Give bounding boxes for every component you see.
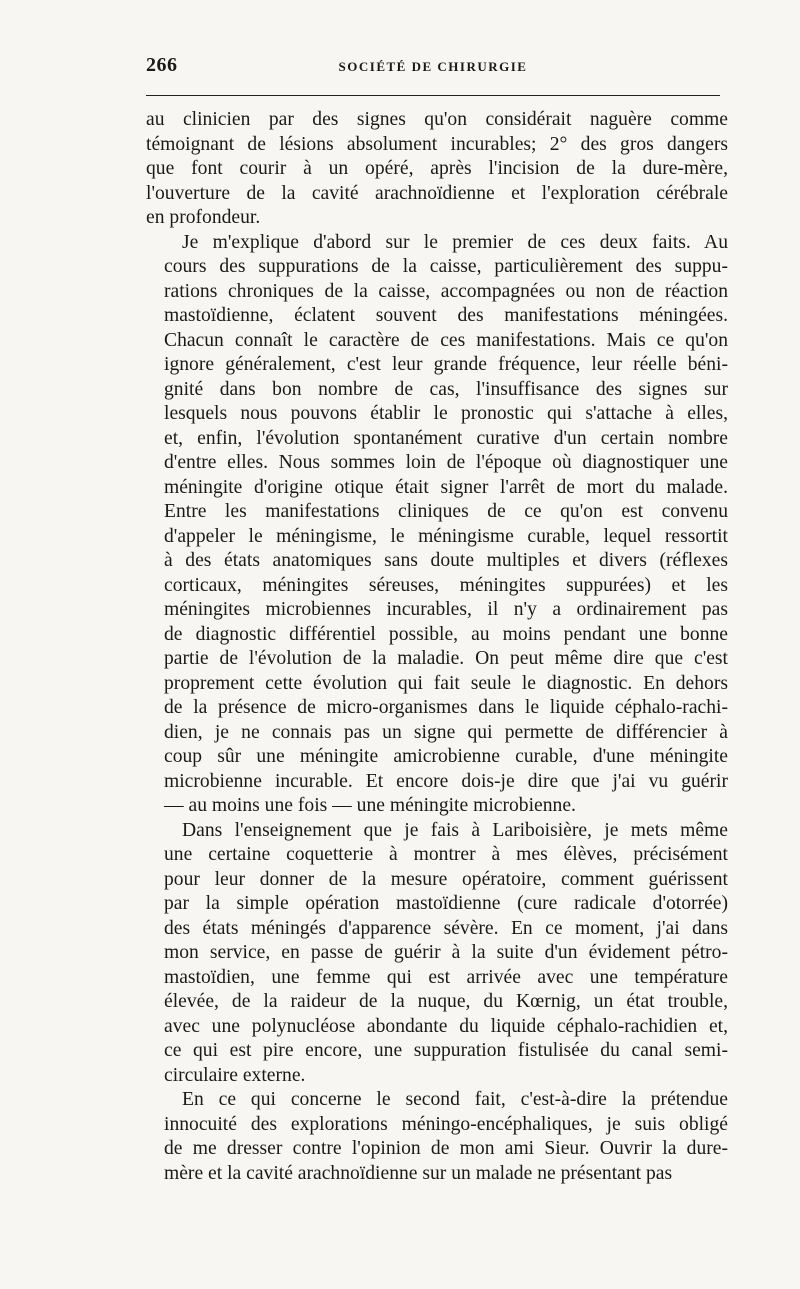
text-line: ce qui est pire encore, une suppuration fistulisée du canal semi- <box>164 1040 728 1061</box>
text-line: de la présence de micro-organismes dans le liquide céphalo-rachi- <box>164 697 728 718</box>
paragraph <box>146 1088 728 1186</box>
text-line: innocuité des explorations méningo-encéphaliques, je suis obligé <box>164 1113 728 1135</box>
page-header <box>146 52 720 86</box>
text-line: circulaire externe. <box>164 1064 306 1086</box>
text-line: mère et la cavité arachnoïdienne sur un malade ne présentant pas <box>164 1162 673 1184</box>
text-line: mon service, en passe de guérir à la suite d'un évidement pétro- <box>164 942 728 963</box>
text-line: Chacun connaît le caractère de ces manifestations. Mais ce qu'on <box>164 329 728 351</box>
text-line: partie de l'évolution de la maladie. On peut même dire que c'est <box>164 648 728 669</box>
text-line: que font courir à un opéré, après l'incision de la dure-mère, <box>146 158 728 179</box>
text-line: — au moins une fois — une méningite microbienne. <box>164 795 576 816</box>
text-line: ignore généralement, c'est leur grande fréquence, leur réelle béni- <box>164 354 728 375</box>
text-line: de diagnostic différentiel possible, au moins pendant une bonne <box>164 623 728 645</box>
text-line: méningites microbiennes incurables, il n'y a ordinairement pas <box>164 599 728 620</box>
text-line: cours des suppurations de la caisse, particulièrement des suppu- <box>164 256 728 277</box>
text-line: gnité dans bon nombre de cas, l'insuffisance des signes sur <box>164 378 728 400</box>
text-line: à des états anatomiques sans doute multiples et divers (réflexes <box>164 550 728 571</box>
text-line: Dans l'enseignement que je fais à Lariboisière, je mets même <box>182 819 728 841</box>
page-number: 266 <box>146 54 178 76</box>
text-line: par la simple opération mastoïdienne (cure radicale d'otorrée) <box>164 893 728 914</box>
text-line: mastoïdien, une femme qui est arrivée avec une température <box>164 966 728 988</box>
paragraph <box>146 819 728 1089</box>
text-line: d'entre elles. Nous sommes loin de l'époque où diagnostiquer une <box>164 452 728 473</box>
text-line: témoignant de lésions absolument incurables; 2° des gros dangers <box>146 133 728 155</box>
text-line: et, enfin, l'évolution spontanément curative d'un certain nombre <box>164 427 728 449</box>
text-line: au clinicien par des signes qu'on considérait naguère comme <box>146 109 728 130</box>
text-line: des états méningés d'apparence sévère. En ce moment, j'ai dans <box>164 917 728 939</box>
text-line: méningite d'origine otique était signer l'arrêt de mort du malade. <box>164 476 728 498</box>
text-line: En ce qui concerne le second fait, c'est-à-dire la prétendue <box>182 1089 728 1110</box>
text-line: d'appeler le méningisme, le méningisme curable, lequel ressortit <box>164 525 728 547</box>
text-line: Entre les manifestations cliniques de ce qu'on est convenu <box>164 501 728 522</box>
text-line: de me dresser contre l'opinion de mon ami Sieur. Ouvrir la dure- <box>164 1138 728 1159</box>
running-head: SOCIÉTÉ DE CHIRURGIE <box>338 59 528 74</box>
text-line: Je m'explique d'abord sur le premier de ces deux faits. Au <box>182 231 728 253</box>
text-line: avec une polynucléose abondante du liquide céphalo-rachidien et, <box>164 1015 728 1037</box>
text-line: pour leur donner de la mesure opératoire, comment guérissent <box>164 868 728 890</box>
text-line: proprement cette évolution qui fait seule le diagnostic. En dehors <box>164 672 728 694</box>
text-line: élevée, de la raideur de la nuque, du Kœrnig, un état trouble, <box>164 991 728 1012</box>
body-text <box>146 108 728 1186</box>
text-line: mastoïdienne, éclatent souvent des manifestations méningées. <box>164 305 728 326</box>
text-line: microbienne incurable. Et encore dois-je dire que j'ai vu guérir <box>164 770 728 792</box>
text-line: l'ouverture de la cavité arachnoïdienne et l'exploration cérébrale <box>146 182 728 204</box>
text-line: rations chroniques de la caisse, accompagnées ou non de réaction <box>164 280 728 302</box>
text-line: coup sûr une méningite amicrobienne curable, d'une méningite <box>164 746 728 767</box>
paragraph <box>146 108 728 231</box>
paragraph <box>146 231 728 819</box>
text-line: lesquels nous pouvons établir le pronostic qui s'attache à elles, <box>164 403 728 424</box>
header-rule <box>146 95 720 96</box>
text-line: en profondeur. <box>146 207 261 228</box>
text-line: dien, je ne connais pas un signe qui permette de différencier à <box>164 721 728 743</box>
text-line: une certaine coquetterie à montrer à mes élèves, précisément <box>164 844 728 865</box>
text-line: corticaux, méningites séreuses, méningites suppurées) et les <box>164 574 728 596</box>
